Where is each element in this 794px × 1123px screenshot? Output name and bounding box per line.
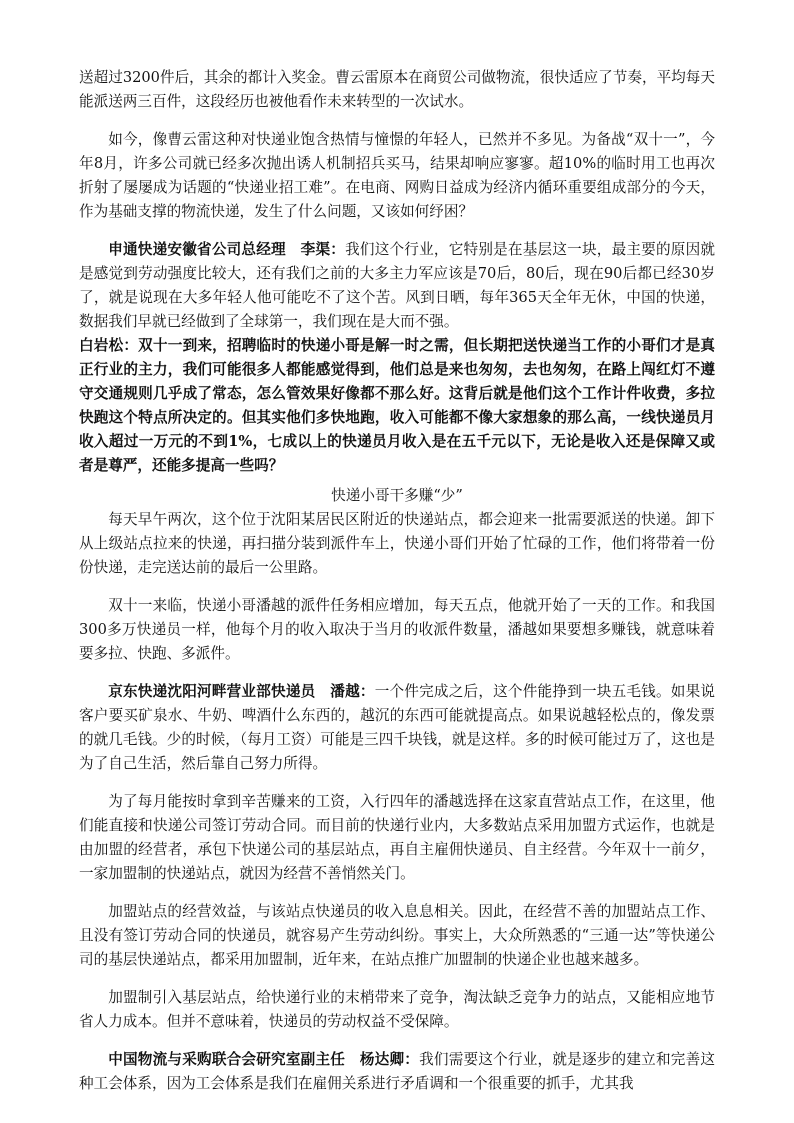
paragraph-intro: 如今，像曹云雷这种对快递业饱含热情与憧憬的年轻人，已然并不多见。为备战“双十一”，今年8月，许多公司就已经多次抛出诱人机制招兵买马，结果却响应寥寥。超10%的临时用工也再次折射了屡屡成为话题的“快递业招工难”。在电商、网购日益成为经济内循环重要组成部分的今天，作为基础支撑的物流快递，发生了什么问题，又该如何纾困？ xyxy=(79,131,715,220)
quote-li-qu xyxy=(79,238,715,334)
quote-pan-yue xyxy=(79,680,715,776)
paragraph-pan-yue: 双十一来临，快递小哥潘越的派件任务相应增加，每天五点，他就开始了一天的工作。和我国300多万快递员一样，他每个月的收入取决于当月的收派件数量，潘越如果要想多赚钱，就意味着要多拉、快跑、多派件。 xyxy=(79,597,715,662)
section-title: 快递小哥干多赚“少” xyxy=(331,487,463,504)
paragraph-station: 每天早午两次，这个位于沈阳某居民区附近的快递站点，都会迎来一批需要派送的快递。卸下从上级站点拉来的快递，再扫描分装到派件车上，快递小哥们开始了忙碌的工作，他们将带着一份份快递，走完送达前的最后一公里路。 xyxy=(79,511,715,576)
speaker-label: 申通快递安徽省公司总经理 李渠： xyxy=(108,241,346,258)
paragraph-competition: 加盟制引入基层站点，给快递行业的末梢带来了竞争，淘汰缺乏竞争力的站点，又能相应地节省人力成本。但并不意味着，快递员的劳动权益不受保障。 xyxy=(79,989,715,1030)
speaker-label: 京东快递沈阳河畔营业部快递员 潘越： xyxy=(108,683,375,700)
quote-text: 我们需要这个行业，就是逐步的建立和完善这种工会体系，因为工会体系是我们在雇佣关系进行矛盾调和一个很重要的抓手，尤其我 xyxy=(79,1051,715,1092)
quote-yang-daqing xyxy=(79,1048,715,1096)
paragraph-benefits: 加盟站点的经营效益，与该站点快递员的收入息息相关。因此，在经营不善的加盟站点工作、且没有签订劳动合同的快递员，就容易产生劳动纠纷。事实上，大众所熟悉的“三通一达”等快递公司的基层快递站点，都采用加盟制，近年来，在站点推广加盟制的快递企业也越来越多。 xyxy=(79,903,715,968)
quote-text: 一个件完成之后，这个件能挣到一块五毛钱。如果说客户要买矿泉水、牛奶、啤酒什么东西的，越沉的东西可能就提高点。如果说越轻松点的，像发票的就几毛钱。少的时候，（每月工资）可能是三四千块钱，就是这样。多的时候可能过万了，这也是为了自己生活，然后靠自己努力所得。 xyxy=(79,683,715,772)
speaker-label: 中国物流与采购联合会研究室副主任 杨达卿： xyxy=(108,1051,420,1068)
document-page xyxy=(79,66,715,1096)
quote-text: 我们这个行业，它特别是在基层这一块，最主要的原因就是感觉到劳动强度比较大，还有我们之前的大多主力军应该是70后，80后，现在90后都已经30岁了，就是说现在大多年轻人他可能吃不了这个苦。风到日晒，每年365天全年无休，中国的快递，数据我们早就已经做到了全球第一，我们现在是大而不强。 xyxy=(79,241,715,330)
host-commentary: 白岩松：双十一到来，招聘临时的快递小哥是解一时之需，但长期把送快递当工作的小哥们才是真正行业的主力，我们可能很多人都能感觉得到，他们总是来也匆匆，去也匆匆，在路上闯红灯不遵守交通规则几乎成了常态，怎么管效果好像都不那么好。这背后就是他们这个工作计件收费，多拉快跑这个特点所决定的。但其实他们多快地跑，收入可能都不像大家想象的那么高，一线快递员月收入超过一万元的不到1%，七成以上的快递员月收入是在五千元以下，无论是收入还是保障又或者是尊严，还能多提高一些吗？ xyxy=(79,337,715,474)
paragraph-1: 送超过3200件后，其余的都计入奖金。曹云雷原本在商贸公司做物流，很快适应了节奏，平均每天能派送两三百件，这段经历也被他看作未来转型的一次试水。 xyxy=(79,69,715,110)
paragraph-franchise: 为了每月能按时拿到辛苦赚来的工资，入行四年的潘越选择在这家直营站点工作，在这里，他们能直接和快递公司签订劳动合同。而目前的快递行业内，大多数站点采用加盟方式运作，也就是由加盟的经营者，承包下快递公司的基层站点，再自主雇佣快递员、自主经营。今年双十一前夕，一家加盟制的快递站点，就因为经营不善悄然关门。 xyxy=(79,793,715,882)
